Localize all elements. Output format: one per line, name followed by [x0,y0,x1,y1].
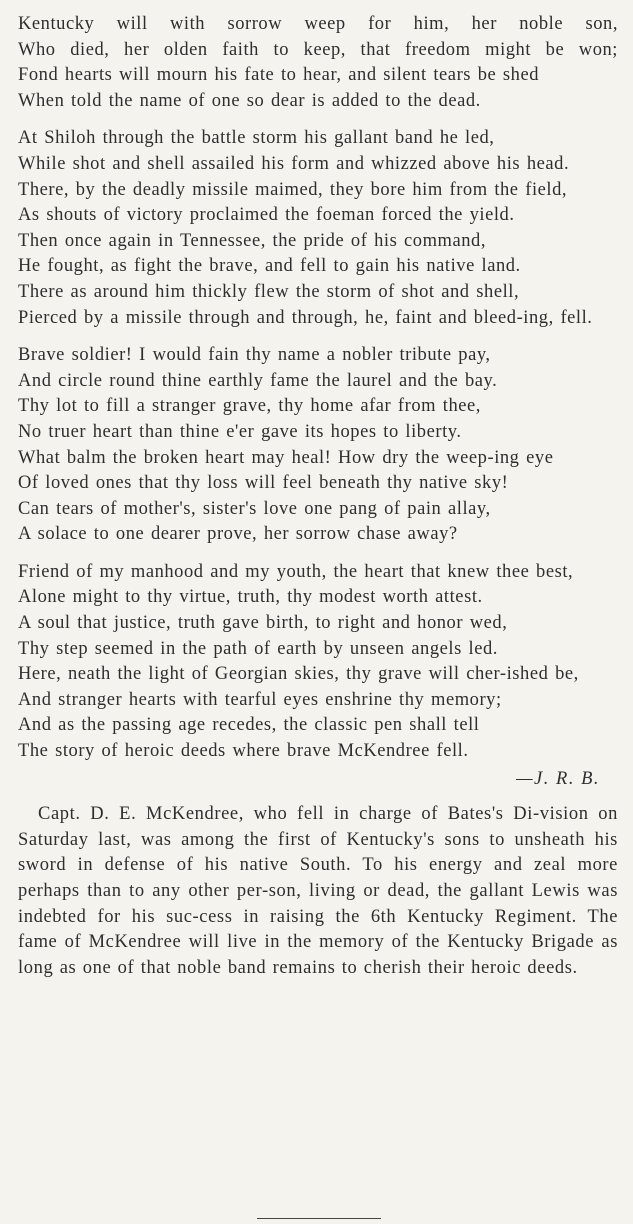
poem-line: Thy step seemed in the path of earth by unseen angels led. [18,638,498,659]
poem-line: Can tears of mother's, sister's love one pang of pain allay, [18,498,491,519]
poem-line: Thy lot to fill a stranger grave, thy home afar from thee, [18,396,481,417]
poem-line: Here, neath the light of Georgian skies, thy grave will cher-ished be, [18,664,579,685]
poem-line: Of loved ones that thy loss will feel beneath thy native sky! [18,473,509,494]
section-divider [257,1218,381,1219]
poem-line: A solace to one dearer prove, her sorrow chase away? [18,524,458,545]
poem-line: Who died, her olden faith to keep, that freedom might be won; [18,39,618,60]
poem-line: There as around him thickly flew the storm of shot and shell, [18,281,520,302]
prose-text: Capt. D. E. McKendree, who fell in charge of Bates's Di-vision on Saturday last, was among the first of Kentucky's sons to unsheath his sword in defense of his native South. To his energy and zeal more perhaps than to any other per-son, living or dead, the gallant Lewis was indebted for his suc-cess in raising the 6th Kentucky Regiment. The fame of McKendree will live in the memory of the Kentucky Brigade as long as one of that noble band remains to cherish their heroic deeds. [18,804,618,978]
poem-line: Brave soldier! I would fain thy name a nobler tribute pay, [18,345,491,366]
poem-line: And stranger hearts with tearful eyes enshrine thy memory; [18,689,502,710]
poem-line: Pierced by a missile through and through, he, faint and bleed-ing, fell. [18,307,593,328]
poem-line: What balm the broken heart may heal! How dry the weep-ing eye [18,447,554,468]
prose-paragraph [18,802,618,981]
poem-line: He fought, as fight the brave, and fell to gain his native land. [18,256,521,277]
poem-line: Fond hearts will mourn his fate to hear, and silent tears be shed [18,65,540,86]
poem-line: And circle round thine earthly fame the laurel and the bay. [18,370,498,391]
poem-line: At Shiloh through the battle storm his gallant band he led, [18,128,495,149]
stanza-1 [18,12,618,114]
poem-line: Then once again in Tennessee, the pride of his command, [18,230,486,251]
poem-line: Alone might to thy virtue, truth, thy modest worth attest. [18,587,483,608]
poem-page [18,12,618,981]
stanza-4 [18,560,618,765]
poem-line: As shouts of victory proclaimed the foeman forced the yield. [18,205,515,226]
poem-line: Kentucky will with sorrow weep for him, her noble son, [18,14,618,34]
poem-line: And as the passing age recedes, the classic pen shall tell [18,715,480,736]
poem-line: The story of heroic deeds where brave McKendree fell. [18,741,469,762]
poem-signature: —J. R. B. [516,768,600,789]
poem-line: When told the name of one so dear is added to the dead. [18,90,481,111]
poem-line: There, by the deadly missile maimed, they bore him from the field, [18,179,568,200]
poem-line: While shot and shell assailed his form and whizzed above his head. [18,153,570,174]
poem-line: A soul that justice, truth gave birth, to right and honor wed, [18,613,508,634]
poem-line: No truer heart than thine e'er gave its hopes to liberty. [18,421,462,442]
poem-line: Friend of my manhood and my youth, the heart that knew thee best, [18,561,574,582]
stanza-3 [18,343,618,548]
stanza-2 [18,126,618,331]
